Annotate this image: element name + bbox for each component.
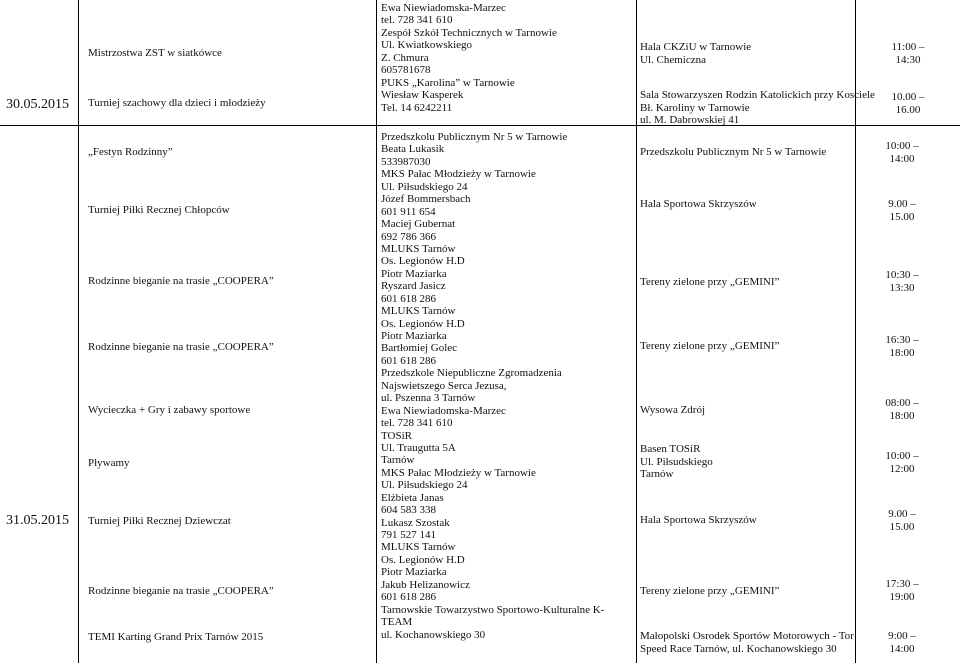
time-start: 9.00 – <box>888 508 916 520</box>
organizer-line: Maciej Gubernat <box>381 218 456 231</box>
place-line: Przedszkolu Publicznym Nr 5 w Tarnowie <box>640 146 827 158</box>
time-start: 08:00 – <box>885 397 919 409</box>
place-cell <box>640 198 757 211</box>
organizer-line: MKS Pałac Młodzieży w Tarnowie <box>381 466 536 479</box>
organizer-line: Ewa Niewiadomska-Marzec <box>381 404 506 417</box>
organizer-line: tel. 728 341 610 <box>381 417 453 430</box>
time-start: 16:30 – <box>885 334 919 346</box>
place-cell <box>640 146 826 159</box>
place-line: Małopolski Osrodek Sportów Motorowych - Tor <box>640 630 854 642</box>
organizer-line: Tarnowskie Towarzystwo Sportowo-Kulturalne K- <box>381 603 605 616</box>
event-name: Turniej szachowy dla dzieci i młodzieży <box>88 97 266 109</box>
organizer-line: MKS Pałac Młodzieży w Tarnowie <box>381 168 536 181</box>
event-name: Pływamy <box>88 457 130 469</box>
time-start: 11:00 – <box>891 41 925 53</box>
event-name: Turniej Piłki Recznej Dziewczat <box>88 515 231 527</box>
organizer-line: Najswietszego Serca Jezusa, <box>381 379 507 392</box>
place-cell <box>640 585 779 598</box>
place-cell <box>640 340 779 353</box>
event-name: Rodzinne bieganie na trasie „COOPERA” <box>88 585 274 597</box>
place-line: Ul. Piłsudskiego <box>640 455 713 468</box>
organizer-line: tel. 728 341 610 <box>381 14 453 27</box>
organizer-line: Piotr Maziarka <box>381 267 447 280</box>
organizer-line: Józef Bommersbach <box>381 193 471 206</box>
organizer-line: Os. Legionów H.D <box>381 553 465 566</box>
organizer-line: Tel. 14 6242211 <box>381 101 453 114</box>
time-start: 17:30 – <box>885 578 919 590</box>
event-name: TEMI Karting Grand Prix Tarnów 2015 <box>88 631 264 643</box>
organizer-line: 791 527 141 <box>381 529 436 541</box>
place-line: Basen TOSiR <box>640 443 701 455</box>
time-cell <box>864 198 940 223</box>
time-cell <box>870 91 946 116</box>
event-name: Mistrzostwa ZST w siatkówce <box>88 47 222 59</box>
event-name: „Festyn Rodzinny” <box>88 146 173 158</box>
place-line: Ul. Chemiczna <box>640 53 706 66</box>
organizer-line: Beata Lukasik <box>381 143 445 156</box>
organizer-line: ul. Kochanowskiego 30 <box>381 628 486 641</box>
event-name: Rodzinne bieganie na trasie „COOPERA” <box>88 275 274 287</box>
time-end: 18:00 <box>889 346 915 359</box>
place-cell <box>640 630 854 655</box>
place-line: Tereny zielone przy „GEMINI” <box>640 585 780 597</box>
place-line: Wysowa Zdrój <box>640 404 706 416</box>
time-start: 10:30 – <box>885 269 919 281</box>
time-cell <box>870 41 946 66</box>
organizer-line: 533987030 <box>381 155 431 168</box>
place-line: Bł. Karoliny w Tarnowie <box>640 101 750 114</box>
organizer-line: PUKS „Karolina” w Tarnowie <box>381 76 515 89</box>
organizer-line: MLUKS Tarnów <box>381 541 456 554</box>
time-end: 16.00 <box>895 103 921 116</box>
organizer-line: Przedszkolu Publicznym Nr 5 w Tarnowie <box>381 131 568 143</box>
organizer-line: Z. Chmura <box>381 51 429 64</box>
time-cell <box>864 508 940 533</box>
time-end: 15.00 <box>889 210 915 223</box>
time-end: 14:00 <box>889 642 915 655</box>
organizer-line: MLUKS Tarnów <box>381 305 456 318</box>
organizer-line: 601 618 286 <box>381 591 436 604</box>
time-start: 9.00 – <box>888 198 916 210</box>
organizer-line: Bartłomiej Golec <box>381 342 458 355</box>
organizer-line: Ul. Kwiatkowskiego <box>381 39 473 52</box>
place-line: Hala Sportowa Skrzyszów <box>640 198 757 210</box>
organizer-line: Ul. Traugutta 5A <box>381 441 456 454</box>
organizer-line: MLUKS Tarnów <box>381 242 456 255</box>
place-line: Speed Race Tarnów, ul. Kochanowskiego 30 <box>640 642 837 655</box>
event-name: Turniej Piłki Recznej Chłopców <box>88 204 230 216</box>
organizer-line: 605781678 <box>381 64 431 77</box>
place-line: Tarnów <box>640 468 674 480</box>
organizer-line: Lukasz Szostak <box>381 516 450 529</box>
organizer-line: Ul. Piłsudskiego 24 <box>381 180 468 193</box>
place-line: Tereny zielone przy „GEMINI” <box>640 340 780 352</box>
organizer-line: Piotr Maziarka <box>381 566 447 579</box>
place-line: Hala CKZiU w Tarnowie <box>640 41 752 53</box>
organizer-line: Przedszkole Niepubliczne Zgromadzenia <box>381 367 562 380</box>
place-line: Tereny zielone przy „GEMINI” <box>640 276 780 288</box>
time-cell <box>864 578 940 603</box>
organizer-line: Ryszard Jasicz <box>381 280 446 293</box>
organizer-line: Piotr Maziarka <box>381 330 447 342</box>
organizer-line: Ewa Niewiadomska-Marzec <box>381 2 506 14</box>
organizer-line: 601 911 654 <box>381 205 436 218</box>
time-end: 12:00 <box>889 462 915 475</box>
place-cell <box>640 276 779 289</box>
time-start: 10:00 – <box>885 140 919 152</box>
place-cell <box>640 404 705 417</box>
time-end: 18:00 <box>889 409 915 422</box>
organizer-line: 601 618 286 <box>381 354 436 367</box>
column-divider <box>78 0 79 663</box>
column-divider <box>636 0 637 663</box>
time-start: 9:00 – <box>888 630 916 642</box>
organizer-line: Ul. Piłsudskiego 24 <box>381 479 468 492</box>
organizer-line: TEAM <box>381 616 413 629</box>
organizer-line: 601 618 286 <box>381 292 436 305</box>
event-name: Wycieczka + Gry i zabawy sportowe <box>88 404 251 416</box>
organizer-line: 604 583 338 <box>381 504 436 517</box>
event-name: Rodzinne bieganie na trasie „COOPERA” <box>88 341 274 353</box>
time-end: 19:00 <box>889 590 915 603</box>
organizer-line: Wiesław Kasperek <box>381 89 464 102</box>
organizer-line: Elżbieta Janas <box>381 491 444 504</box>
place-line: ul. M. Dabrowskiej 41 <box>640 114 740 126</box>
time-cell <box>864 450 940 475</box>
time-cell <box>864 334 940 359</box>
organizer-cell <box>381 2 557 114</box>
time-cell <box>864 630 940 655</box>
date-cell: 31.05.2015 <box>6 513 69 528</box>
time-cell <box>864 140 940 165</box>
time-end: 15.00 <box>889 520 915 533</box>
time-cell <box>864 269 940 294</box>
time-cell <box>864 397 940 422</box>
organizer-line: Zespół Szkół Technicznych w Tarnowie <box>381 26 557 39</box>
place-cell <box>640 41 751 66</box>
time-end: 14:30 <box>895 53 921 66</box>
time-start: 10.00 – <box>891 91 925 103</box>
organizer-line: ul. Pszenna 3 Tarnów <box>381 392 476 405</box>
place-line: Hala Sportowa Skrzyszów <box>640 514 757 526</box>
time-end: 13:30 <box>889 281 915 294</box>
time-start: 10:00 – <box>885 450 919 462</box>
date-cell: 30.05.2015 <box>6 97 69 112</box>
organizer-line: Tarnów <box>381 454 415 467</box>
organizer-cell <box>381 131 604 641</box>
time-end: 14:00 <box>889 152 915 165</box>
organizer-line: Jakub Helizanowicz <box>381 578 470 591</box>
organizer-line: 692 786 366 <box>381 230 436 243</box>
place-cell <box>640 514 757 527</box>
organizer-line: Os. Legionów H.D <box>381 317 465 330</box>
place-cell <box>640 89 875 127</box>
place-cell <box>640 443 713 481</box>
organizer-line: TOSiR <box>381 429 412 442</box>
column-divider <box>376 0 377 663</box>
place-line: Sala Stowarzyszen Rodzin Katolickich przy Kosciele <box>640 89 875 101</box>
organizer-line: Os. Legionów H.D <box>381 255 465 268</box>
